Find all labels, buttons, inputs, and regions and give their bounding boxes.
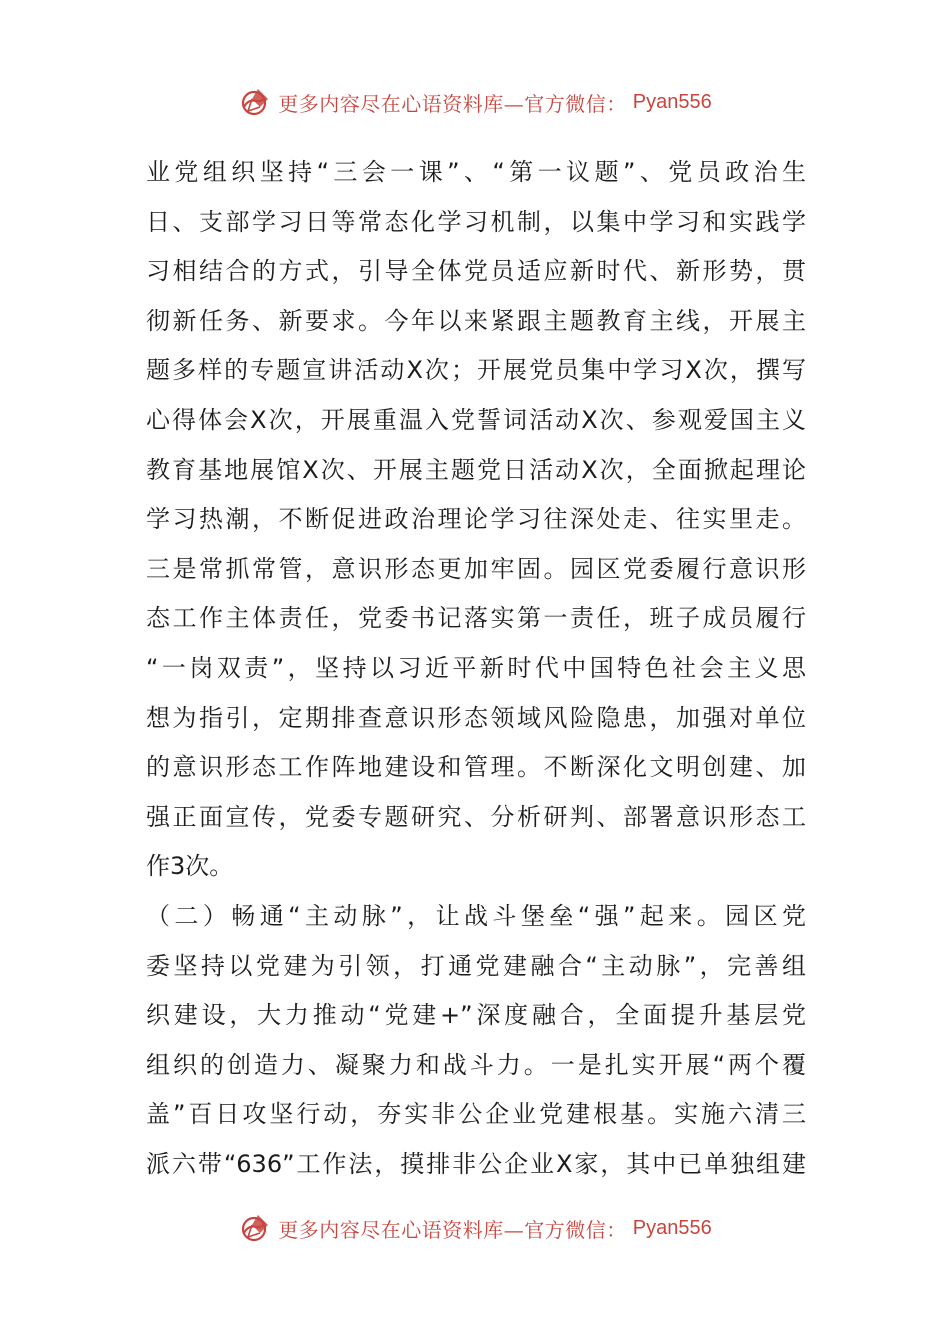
- text-line: 的意识形态工作阵地建设和管理。不断深化文明创建、加: [146, 753, 806, 782]
- wechat-id: Pyan556: [632, 1216, 712, 1239]
- wechat-id: Pyan556: [632, 90, 712, 113]
- text-line: 强正面宣传，党委专题研究、分析研判、部署意识形态工: [146, 802, 806, 831]
- text-line: “一岗双责”，坚持以习近平新时代中国特色社会主义思: [146, 653, 806, 682]
- banner-text: 更多内容尽在心语资料库—官方微信：: [278, 91, 627, 116]
- text-line: 三是常抓常管，意识形态更加牢固。园区党委履行意识形: [146, 554, 806, 583]
- text-line: 教育基地展馆X次、开展主题党日活动X次，全面掀起理论: [146, 455, 806, 484]
- text-line: 作3次。: [146, 852, 234, 881]
- text-line: 题多样的专题宣讲活动X次；开展党员集中学习X次，撰写: [146, 356, 806, 385]
- header-banner: [0, 80, 950, 124]
- text-line: 学习热潮，不断促进政治理论学习往深处走、往实里走。: [146, 505, 806, 534]
- pen-circle-logo-icon: [238, 85, 272, 119]
- document-body: [146, 148, 806, 1189]
- text-line: 态工作主体责任，党委书记落实第一责任，班子成员履行: [146, 604, 806, 633]
- text-line: 想为指引，定期排查意识形态领域风险隐患，加强对单位: [146, 703, 806, 732]
- footer-banner: [0, 1206, 950, 1250]
- pen-circle-logo-icon: [238, 1211, 272, 1245]
- text-line: 盖”百日攻坚行动，夯实非公企业党建根基。实施六清三: [146, 1100, 806, 1129]
- banner-text: 更多内容尽在心语资料库—官方微信：: [278, 1217, 627, 1242]
- text-line: 委坚持以党建为引领，打通党建融合“主动脉”，完善组: [146, 951, 806, 980]
- text-line: 习相结合的方式，引导全体党员适应新时代、新形势，贯: [146, 257, 806, 286]
- text-line: 派六带“636”工作法，摸排非公企业X家，其中已单独组建: [146, 1149, 806, 1178]
- text-line: 彻新任务、新要求。今年以来紧跟主题教育主线，开展主: [146, 306, 806, 335]
- text-line: 组织的创造力、凝聚力和战斗力。一是扎实开展“两个覆: [146, 1050, 806, 1079]
- text-line: 业党组织坚持“三会一课”、“第一议题”、党员政治生: [146, 158, 806, 186]
- section-heading-line: （二）畅通“主动脉”，让战斗堡垒“强”起来。园区党: [146, 901, 806, 930]
- text-line: 织建设，大力推动“党建+”深度融合，全面提升基层党: [146, 1001, 806, 1030]
- text-line: 日、支部学习日等常态化学习机制，以集中学习和实践学: [146, 207, 806, 236]
- text-line: 心得体会X次，开展重温入党誓词活动X次、参观爱国主义: [146, 405, 806, 434]
